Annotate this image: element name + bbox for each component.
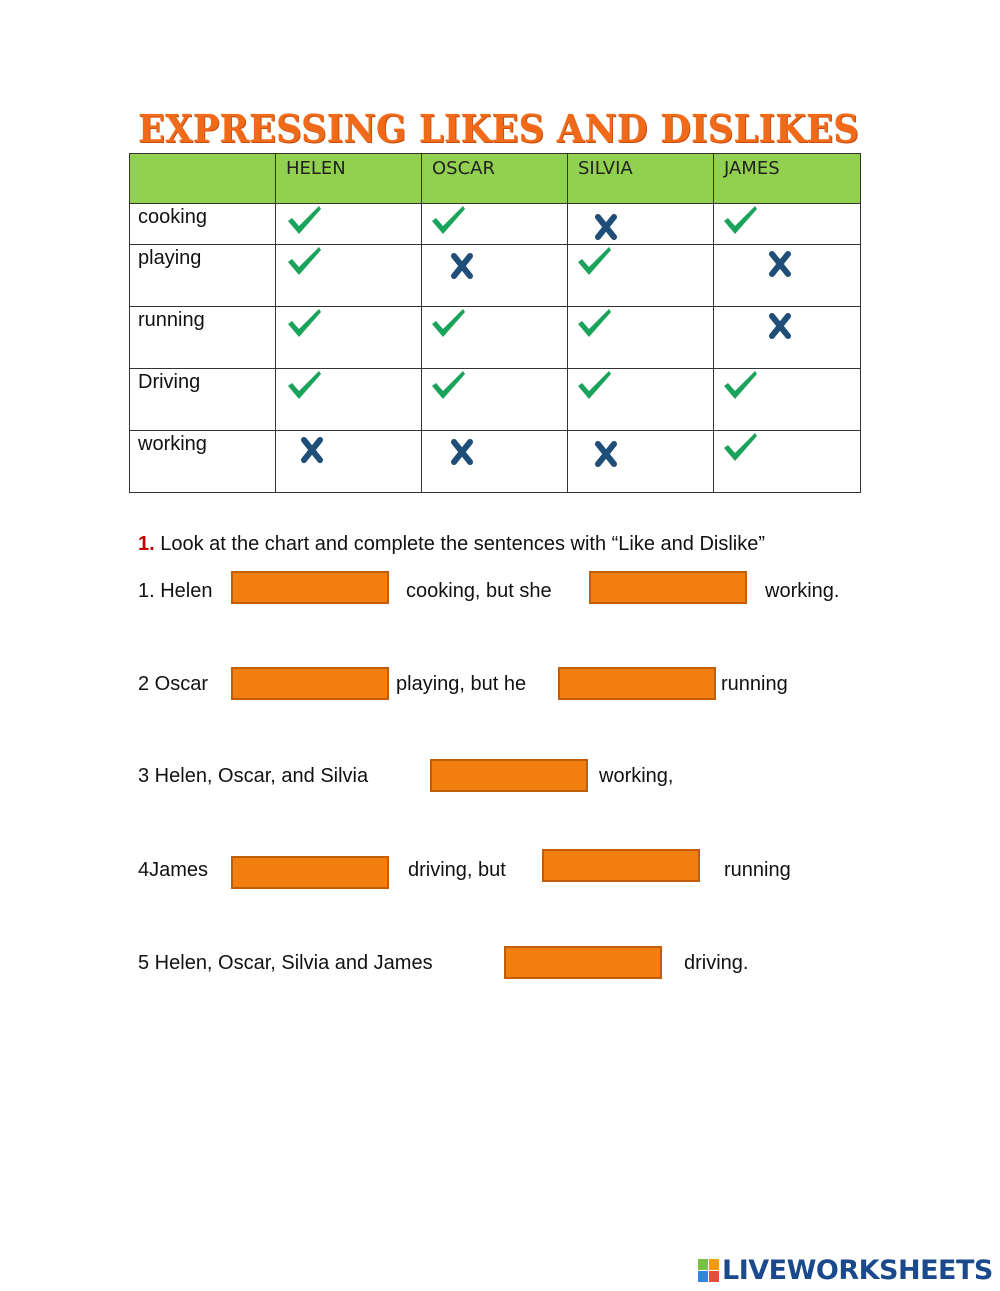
mark-cell-silvia [568, 369, 714, 431]
logo-cube [698, 1259, 708, 1270]
cross-icon [594, 214, 618, 240]
sentence-4-end: running [724, 859, 791, 881]
cross-icon [450, 253, 474, 279]
cross-icon [450, 439, 474, 465]
mark-cell-james [714, 369, 861, 431]
sentence-1-start: 1. Helen [138, 580, 213, 602]
mark-cell-helen [276, 204, 422, 245]
sentence-4-middle: driving, but [408, 859, 506, 881]
header-james: JAMES [714, 154, 861, 204]
sentence-2-middle: playing, but he [396, 673, 527, 695]
sentence-5-start: 5 Helen, Oscar, Silvia and James [138, 952, 433, 974]
likes-chart [129, 153, 861, 493]
check-icon [286, 369, 322, 401]
activity-label: running [138, 309, 205, 331]
cross-icon [768, 251, 792, 277]
activity-cell [130, 245, 276, 307]
check-icon [576, 245, 612, 277]
mark-cell-oscar [422, 204, 568, 245]
sentence-3-end: working, [599, 765, 674, 787]
sentence-4-start: 4James [138, 859, 209, 881]
sentence-1-blank-1[interactable] [231, 571, 389, 604]
sentence-5-blank-1[interactable] [504, 946, 662, 979]
logo-cube [698, 1271, 708, 1282]
mark-cell-james [714, 307, 861, 369]
sentence-1-blank-2[interactable] [589, 571, 747, 604]
instruction [138, 533, 765, 556]
sentence-4-blank-2[interactable] [542, 849, 700, 882]
header-silvia: SILVIA [568, 154, 714, 204]
activity-cell [130, 204, 276, 245]
instruction-number: 1. [138, 533, 155, 555]
cross-icon [300, 437, 324, 463]
check-icon [576, 307, 612, 339]
chart-header-row [130, 154, 861, 204]
activity-label: cooking [138, 206, 207, 228]
worksheet-title: EXPRESSING LIKES AND DISLIKES [138, 106, 859, 151]
activity-cell [130, 369, 276, 431]
sentence-1-end: working. [765, 580, 840, 602]
header-helen: HELEN [276, 154, 422, 204]
chart-row-playing [130, 245, 861, 307]
logo-cube [709, 1271, 719, 1282]
mark-cell-helen [276, 307, 422, 369]
mark-cell-james [714, 431, 861, 493]
check-icon [286, 204, 322, 236]
mark-cell-helen [276, 431, 422, 493]
logo-cubes-icon [698, 1259, 719, 1282]
mark-cell-oscar [422, 245, 568, 307]
sentence-3-start: 3 Helen, Oscar, and Silvia [138, 765, 369, 787]
cross-icon [768, 313, 792, 339]
mark-cell-silvia [568, 245, 714, 307]
sentence-2-blank-2[interactable] [558, 667, 716, 700]
instruction-text: Look at the chart and complete the sentences with “Like and Dislike” [154, 533, 766, 555]
chart-row-cooking [130, 204, 861, 245]
sentence-1-middle: cooking, but she [406, 580, 552, 602]
check-icon [576, 369, 612, 401]
check-icon [286, 245, 322, 277]
mark-cell-silvia [568, 431, 714, 493]
sentence-3-blank-1[interactable] [430, 759, 588, 792]
cross-icon [594, 441, 618, 467]
header-empty-cell [130, 154, 276, 204]
mark-cell-oscar [422, 369, 568, 431]
check-icon [430, 369, 466, 401]
check-icon [722, 431, 758, 463]
mark-cell-helen [276, 369, 422, 431]
mark-cell-silvia [568, 204, 714, 245]
chart-row-working [130, 431, 861, 493]
mark-cell-silvia [568, 307, 714, 369]
activity-cell [130, 307, 276, 369]
logo-cube [709, 1259, 719, 1270]
activity-label: playing [138, 247, 202, 269]
logo-text: LIVEWORKSHEETS [722, 1255, 993, 1286]
sentence-2-blank-1[interactable] [231, 667, 389, 700]
header-oscar: OSCAR [422, 154, 568, 204]
check-icon [722, 204, 758, 236]
check-icon [722, 369, 758, 401]
sentence-5-end: driving. [684, 952, 749, 974]
check-icon [430, 307, 466, 339]
mark-cell-oscar [422, 431, 568, 493]
activity-label: Driving [138, 371, 201, 393]
liveworksheets-logo [698, 1255, 993, 1286]
sentence-2-start: 2 Oscar [138, 673, 209, 695]
chart-row-running [130, 307, 861, 369]
mark-cell-helen [276, 245, 422, 307]
sentence-4-blank-1[interactable] [231, 856, 389, 889]
check-icon [286, 307, 322, 339]
sentence-2-end: running [721, 673, 788, 695]
check-icon [430, 204, 466, 236]
mark-cell-oscar [422, 307, 568, 369]
mark-cell-james [714, 204, 861, 245]
activity-label: working [138, 433, 207, 455]
mark-cell-james [714, 245, 861, 307]
activity-cell [130, 431, 276, 493]
chart-row-driving [130, 369, 861, 431]
